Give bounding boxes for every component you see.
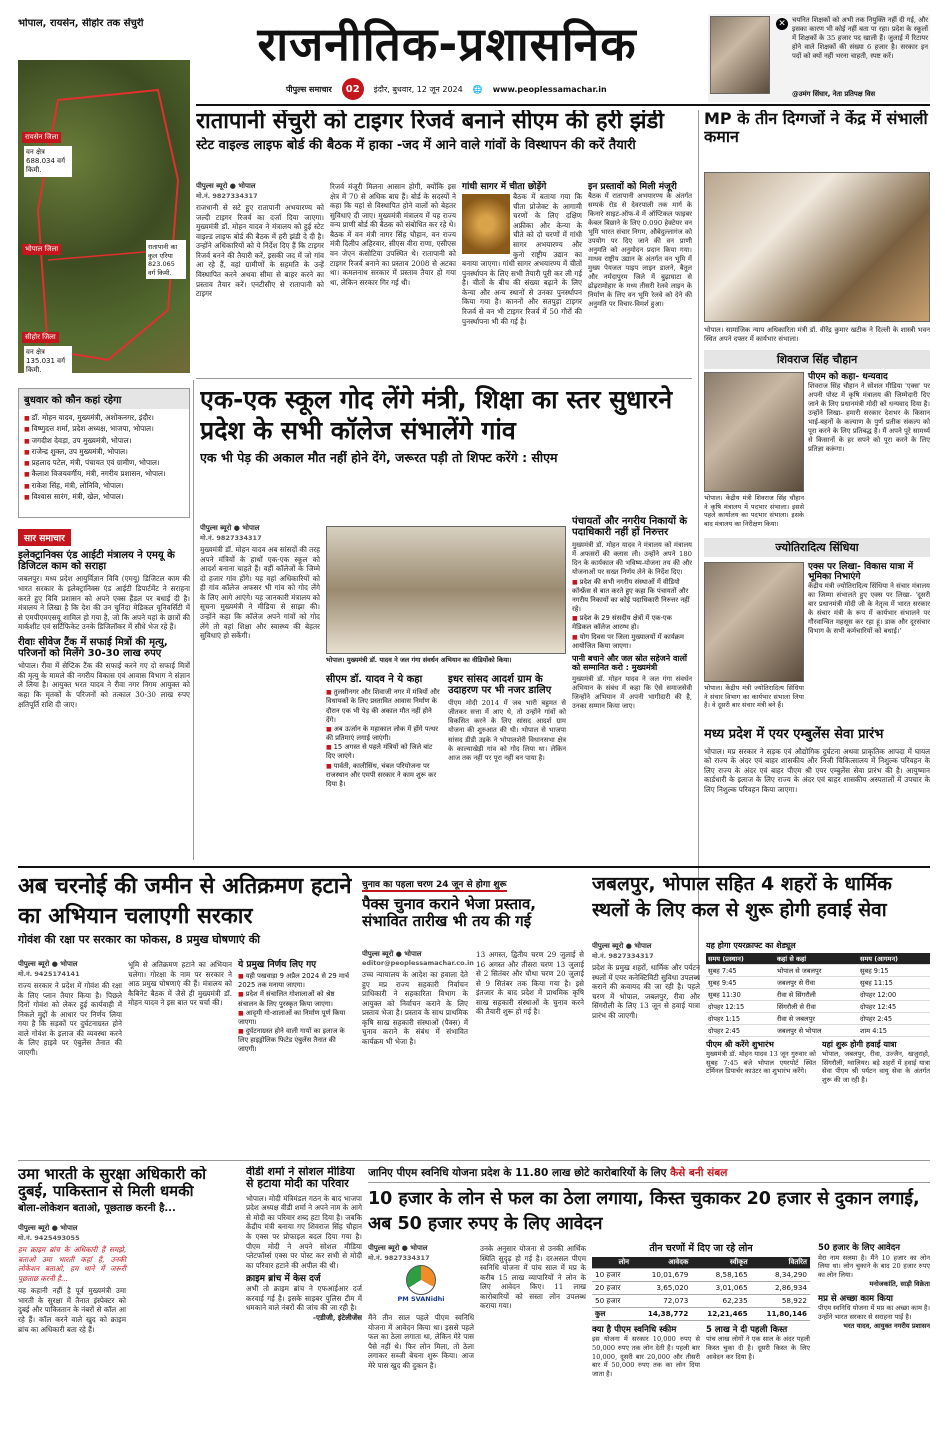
table-cell: सुबह 11:30: [706, 988, 775, 1000]
table-cell: 11,80,146: [751, 1307, 810, 1320]
mp-leaders-box: [704, 110, 930, 980]
trips-head: यहां शुरू होगी हवाई यात्रा: [822, 1039, 897, 1049]
section-title: राजनीतिक-प्रशासनिक: [257, 17, 637, 71]
map-boundary: [18, 60, 190, 373]
table-cell: दोपहर 12:45: [858, 1000, 930, 1012]
trips-body: भोपाल, जबलपुर, रीवा, उज्जैन, खजुराहो, सिंगरौली, ग्वालियर। बड़े शहरों में हवाई यात्रा सेवा पीएम श्री पर्यटन वायु सेवा के अंतर्गत शुरू की जा रही है।: [822, 1049, 930, 1085]
map-title: भोपाल, रायसेन, सीहोर तक सेंचुरी: [18, 18, 144, 29]
table-row: [706, 976, 930, 988]
panchayat-head: पंचायतों और नगरीय निकायों के पदाधिकारी नहीं हों निरुत्तर: [572, 516, 688, 539]
table-cell: दोपहर 1:15: [706, 1012, 775, 1024]
loan-table-box: [592, 1244, 810, 1379]
school-col1: [200, 524, 320, 641]
list-item: ■ प्रदेश की सभी नगरीय संस्थाओं में वीडियो कॉन्फ्रेंस से बात करते हुए कहा कि पंचायतों और नगरीय निकायों का कोई पदाधिकारी निरुत्तर नहीं रहे।: [572, 578, 692, 615]
pacs-headline: पैक्स चुनाव कराने भेजा प्रस्ताव, संभावित तारीख भी तय की गई: [362, 895, 536, 930]
threat-byline: पीपुल्स ब्यूरो ● भोपाल: [18, 1224, 78, 1232]
ministers-photo: [704, 172, 930, 322]
svanidhi-body-2: उनके अनुसार योजना से उनकी आर्थिक स्थिति सुदृढ़ हो गई है। दरअसल पीएम स्वनिधि योजना में पांच साल में मप्र के करीब 15 लाख व्यापारियों ने लोन के लिए आवेदन किए। 11 लाख कारोबारियों को सस्ता लोन उपलब्ध कराया गया।: [480, 1244, 586, 1311]
water-head: पानी बचाने और जल स्रोत सहेजने वालों को सम्मानित करो : मुख्यमंत्री: [572, 653, 687, 672]
lead-subhead: स्टेट वाइल्ड लाइफ बोर्ड की बैठक में हाका -जद में आने वाले गांवों के विस्थापन की करें तैयारी: [196, 137, 636, 153]
lead-headline: रातापानी सेंचुरी को टाइगर रिजर्व बनाने सीएम की हरी झंडी: [196, 110, 664, 134]
svanidhi-headline: 10 हजार के लोन से फल का ठेला लगाया, किस्त चुकाकर 20 हजार से दुकान लगाई, अब 50 हजार रुपए के लिए आवेदन: [368, 1189, 920, 1234]
divider: [196, 378, 692, 379]
lead-body-2: रिजर्व मंजूरी मिलना आसान होगी, क्योंकि इस क्षेत्र में 70 से अधिक बाघ हैं। बोर्ड के सदस्यों ने कहा कि यहां से विस्थापित होने वालों को बेहतर सुविधाएं दी जाए। मुख्यमंत्री मंत्रालय में यह राज्य वन्य प्राणी बोर्ड की बैठक को संबोधित कर रहे थे। बैठक में वन मंत्री नागर सिंह चौहान, वन राज्य मंत्री दिलीप अहिरवार, सीएस वीरा राणा, एसीएस वन जेएन कंसोटिया उपस्थित थे। रातापानी को टाइगर रिजर्व बनाने का प्रस्ताव 2008 से अटका था। कमलनाथ सरकार में प्रस्ताव तैयार हो गया था, लेकिन सरकार गिर गई थी।: [330, 182, 456, 287]
scheme-boxes: [592, 1326, 810, 1379]
table-row: [706, 1012, 930, 1024]
table-row: [592, 1268, 810, 1281]
list-item: ■ राजेन्द्र शुक्ल, उप मुख्यमंत्री, भोपाल।: [24, 446, 184, 457]
pacs-tag: चुनाव का पहला चरण 24 जून से होगा शुरू: [362, 877, 507, 892]
top-quote: [708, 14, 930, 102]
flights-mobile: मो.नं. 9827334317: [592, 952, 654, 960]
water-body: मुख्यमंत्री डॉ. मोहन यादव ने जल गंगा संवर्धन अभियान के संबंध में कहा कि ऐसे समाजसेवी जिन्होंने अभियान में अपनी भागीदारी की है, उनका सम्मान किया जाए।: [572, 674, 692, 710]
flights-headline: जबलपुर, भोपाल सहित 4 शहरों के धार्मिक स्थलों के लिए कल से शुरू होगी हवाई सेवा: [592, 873, 892, 921]
threat-quote: हम क्राइम ब्रांच के अधिकारी हैं समझे, बताओ उमा भारती कहां है, उनकी लोकेशन बताओ, हम थाने में जरूरी पूछताछ करनी है...: [18, 1245, 126, 1283]
svanidhi-story: [368, 1166, 930, 1436]
table-row: [592, 1281, 810, 1294]
flights-story: [592, 872, 930, 1154]
table-cell: रीवा से सिंगरौली: [775, 988, 858, 1000]
table-cell: रीवा से जबलपुर: [775, 1012, 858, 1024]
panchayat-box: [572, 516, 692, 711]
decisions-list: [238, 972, 352, 1055]
list-item: ■ प्रहलाद पटेल, मंत्री, पंचायत एवं ग्रामीण, भोपाल।: [24, 457, 184, 468]
list-item: ■ आदृमी गो-शालाओं का निर्माण पूर्ण किया जाएगा।: [238, 1009, 352, 1027]
scheme-head: क्या है पीएम स्वनिधि स्कीम: [592, 1324, 677, 1335]
mp-caption: भोपाल। सामाजिक न्याय अधिकारिता मंत्री डॉ. वीरेंद्र कुमार खटीक ने दिल्ली के शास्त्री भवन स्थित अपने दफ्तर में कार्यभार संभाला।: [704, 326, 930, 344]
table-cell: शाम 4:15: [858, 1024, 930, 1036]
list-item: ■ 15 अगस्त से पहले मंत्रियों को जिले बांट दिए जाएंगे।: [326, 743, 442, 761]
meeting-caption: भोपाल। मुख्यमंत्री डॉ. यादव ने जल गंगा संवर्धन अभियान का वीडियोंको किया।: [326, 656, 512, 664]
panchayat-body: मुख्यमंत्री डॉ. मोहन यादव ने मंत्रालय को मंत्रालय में अफसरों की क्लास ली। उन्होंने अपने 180 दिन के कार्यकाल की भविष्य-योजना तय की और योजनाओं पर सख्त निर्णय लेने के निर्देश दिए।: [572, 541, 692, 577]
table-cell: 8,34,290: [751, 1268, 810, 1281]
shivraj-text: [808, 372, 930, 454]
approvals-body: बैठक में रातापानी अभयारण्य के अंतर्गत सम्पर्क रोड से देवरपाली तक मार्ग के किनारे साइट-ऑफ-वे में ऑप्टिकल फाइबर केबल बिछाने के लिए 0.090 हेक्टेयर वन भूमि भारत संचार निगम, औबेदुल्लागंज को उपयोग पर दिए जाने की वन प्राणी अनुमति को अनुमोदन प्रदान किया गया। माधव राष्ट्रीय उद्यान के अंतर्गत वन भूमि में मुख्य पेयजल पाइप लाइन डालने, बैतूल और नर्मदापुरम जिले में बुढ़ाघाटा से ढोढ़रामोहार के मध्य तीसरी रेलवे लाइन के निर्माण के लिए वन भूमि रेलवे को देने की अनुमति पर विचार-विमर्श हुआ।: [588, 192, 692, 309]
map-label: रायसेन जिला: [22, 132, 61, 143]
schedule-table: [706, 953, 930, 1037]
encroach-mobile: मो.नं. 9425174141: [18, 970, 80, 978]
masthead: [196, 14, 698, 100]
adarsh-head: इधर सांसद आदर्श ग्राम के उदाहरण पर भी नजर डालिए: [448, 674, 552, 697]
shivraj-name: शिवराज सिंह चौहान: [704, 350, 930, 369]
schedule-title: यह होगा एयरक्राफ्ट का शेड्यूल: [706, 941, 796, 950]
table-cell: कुल: [592, 1307, 632, 1320]
scindia-text: [808, 562, 930, 636]
first-head: 5 लाख ने दी पहली किस्त: [706, 1324, 788, 1335]
encroach-col1: [18, 960, 122, 1058]
threat-story: [18, 1166, 240, 1436]
list-item: ■ योग दिवस पर जिला मुख्यालयों में कार्यक्रम आयोजित किया जाएगा।: [572, 633, 692, 651]
list-item: ■ जगदीश देवड़ा, उप मुख्यमंत्री, भोपाल।: [24, 435, 184, 446]
list-item: ■ विश्वास सारंग, मंत्री, खेल, भोपाल।: [24, 491, 184, 502]
loan-table-title: तीन चरणों में दिए जा रहे लोन: [649, 1243, 753, 1254]
scindia-caption: भोपाल। केंद्रीय मंत्री ज्योतिरादित्य सिंधिया ने संचार विभाग का कार्यभार संभाला लिया है। वे दूसरी बार संचार मंत्री बने हैं।: [704, 684, 804, 710]
table-cell: दोपहर 12:15: [706, 1000, 775, 1012]
website-link[interactable]: www.peoplessamachar.in: [492, 84, 607, 94]
list-item: ■ कैलाश विजयवर्गीय, मंत्री, नगरीय प्रशासन, भोपाल।: [24, 468, 184, 479]
quote-text: चयनित शिक्षकों को अभी तक नियुक्ति नहीं दी गई, और इसका कारण भी कोई नहीं बता पा रहा। प्रदेश के स्कूलों में शिक्षकों के 35 हजार पद खाली हैं। जुलाई में रिटायर होने वाले शिक्षकों की संख्या 6 हजार है। सरकार इन पदों को क्यों नहीं भरना चाहती, स्पष्ट करें।: [792, 16, 928, 61]
table-cell: 14,38,772: [632, 1307, 691, 1320]
adarsh-body: पीएम मोदी 2014 में जब भारी बहुमत से जीतकर सत्ता में आए थे, तो उन्होंने गांवों को विकसित करने के लिए सांसद आदर्श ग्राम योजना की शुरुआत की थी। भोपाल से भाजपा सांसद डीडी उइके ने भोपालशेरी विधानसभा क्षेत्र के काल्याखेड़ी गांव को गोद लिया था। लेकिन आज तक नहीं पर पूरा नहीं बन पाया है।: [448, 699, 566, 762]
social-story: [246, 1166, 362, 1436]
mp-work-body: पीएम स्वनिधि योजना में मप्र का अच्छा काम है। उन्होंने भारत सरकार से सराहना पाई है।: [818, 1304, 930, 1321]
scindia-photo: [704, 562, 804, 682]
threat-headline: उमा भारती के सुरक्षा अधिकारी को दुबई, पाकिस्तान से मिली धमकी: [18, 1166, 207, 1200]
start-body: मुख्यमंत्री डॉ. मोहन यादव 13 जून गुरुवार को सुबह 7:45 बजे भोपाल एयरपोर्ट स्थित टर्मिनल डिपार्चर काउंटर का शुभारंभ करेंगे।: [706, 1049, 816, 1076]
pacs-story: [362, 872, 584, 1154]
shivraj-head: पीएम को कहा- धन्यवाद: [808, 372, 888, 382]
map-label: वन क्षेत्र 688.034 वर्ग किमी.: [24, 146, 72, 177]
mp-headline: [704, 110, 930, 146]
first-installment-box: [706, 1326, 810, 1379]
table-cell: 72,073: [632, 1294, 691, 1307]
svanidhi-body-1: मैंने तीन साल पहले पीएम स्वनिधि योजना में आवेदन किया था। इससे पहले फल का ठेला लगाता था, लेकिन मेरे पास पैसे नहीं थे। फिर लोन मिला, तो ठेला लगाकर सब्जी बेचना शुरू किया। आज मेरे पास खुद की दुकान है।: [368, 1313, 474, 1370]
ambulance-story: [704, 728, 930, 794]
table-cell: 10,01,679: [632, 1268, 691, 1281]
threat-body: यह कहानी नहीं है पूर्व मुख्यमंत्री उमा भारती के सुरक्षा में तैनात इंस्पेक्टर को दुबई और पाकिस्तान के नंबरों से कॉल आ रहे हैं। कॉल करने वाले खुद को क्राइम ब्रांच का अधिकारी बता रहे हैं।: [18, 1286, 126, 1334]
school-story: [200, 384, 692, 864]
start-box: [706, 1041, 816, 1085]
table-cell: सुबह 9:45: [706, 976, 775, 988]
meeting-photo: [326, 526, 566, 654]
flights-body: प्रदेश के प्रमुख शहरों, धार्मिक और पर्यटन स्थलों में एयर कनेक्टिविटी सुविधा उपलब्ध कराने की कवायद की जा रही है। पहले चरण में भोपाल, जबलपुर, रीवा और सिंगरौली के लिए 13 जून से हवाई यात्रा प्रारंभ की जाएगी।: [592, 963, 700, 1020]
threat-col1: [18, 1224, 126, 1334]
shivraj-caption: भोपाल। केंद्रीय मंत्री शिवराज सिंह चौहान ने कृषि मंत्रालय में पदभार संभाला। इससे पहले कार्यालय का पदभार संभाला। इसके बाद मंत्रालय का निरीक्षण किया।: [704, 494, 804, 528]
pacs-byline: पीपुल्स ब्यूरो ● भोपाल: [362, 950, 422, 958]
brief-body-2: भोपाल। रीवा में सेप्टिक टैंक की सफाई करने गए दो सफाई मित्रों की मृत्यु के मामले की नगरीय विकास एवं आवास विभाग ने संज्ञान ले लिया है। आयुक्त भरत यादव ने रीवा नगर निगम आयुक्त को कहा कि मृतकों के परिजनों को तत्काल 30-30 लाख रुपए क्षतिपूर्ति राशि दी जाए।: [18, 661, 190, 709]
table-header: समय (प्रस्थान): [706, 953, 775, 965]
adarsh-box: [448, 674, 566, 763]
scheme-box: [592, 1326, 700, 1379]
svanidhi-banner-red: कैसे बनी संबल: [670, 1167, 728, 1179]
crime-body: अभी तो क्राइम ब्रांच ने एफआईआर दर्ज करवाई गई है। इसके साइबर पुलिस टीम में धमकाने वाले नंबरों की जांच की जा रही है।: [246, 1284, 362, 1313]
list-item: ■ पार्वती, कालीसिंध, चंबल परियोजना पर राजस्थान और एमपी सरकार ने काम शुरू कर दिया है।: [326, 762, 442, 790]
list-item: ■ तुलसीनगर और शिवाजी नगर में मंत्रियों और विधायकों के लिए प्रस्तावित आवास निर्माण के दौरान एक भी पेड़ की अकाल मौत नहीं होने देंगे।: [326, 688, 442, 725]
table-cell: 2,86,934: [751, 1281, 810, 1294]
table-header-row: [592, 1257, 810, 1269]
threat-subhead: बोला-लोकेशन बताओ, पूछताछ करनी है...: [18, 1202, 176, 1214]
table-cell: 3,65,020: [632, 1281, 691, 1294]
wednesday-box: [18, 388, 190, 518]
table-cell: 62,235: [691, 1294, 750, 1307]
ambulance-body: भोपाल। मप्र सरकार ने सड़क एवं औद्योगिक दुर्घटना अथवा प्राकृतिक आपदा में घायल को राज्य के अंदर एवं बाहर शासकीय और निजी चिकित्सालय में निशुल्क परिवहन के लिए राज्य के अंदर एवं बाहर पीएम श्री एयर एम्बुलेंस सेवा प्रारंभ की है। आयुष्मान कार्डधारी के इलाज के लिए राज्य के अंदर एवं बाहर शासकीय अस्पतालों में उपचार के लिए निशुल्क परिवहन किया जाएगा।: [704, 746, 930, 794]
encroach-body-1: राज्य सरकार ने प्रदेश में गोवंश की रक्षा के लिए प्लान तैयार किया है। पिछले दिनों गोवंश को लेकर हुई कार्यवाही में निकले मुद्दों के आधार पर निर्णय लिया गया है कि सड़कों पर दुर्घटनाग्रस्त होने वाले गोवंश के इलाज की व्यवस्था करने के लिए हाइवे पर एंबुलेंस तैनात की जाएगी।: [18, 981, 122, 1058]
table-cell: 20 हजार: [592, 1281, 632, 1294]
threat-mobile: मो.नं. 9425493055: [18, 1234, 80, 1242]
table-header: समय (आगमन): [858, 953, 930, 965]
brief-head-1: इलेक्ट्रानिक्स एंड आईटी मंत्रालय ने एमयू के डिजिटल काम को सराहा: [18, 550, 175, 573]
flights-subboxes: [706, 1041, 930, 1085]
pacs-body-1: उच्च न्यायालय के आदेश का हवाला देते हुए मप्र राज्य सहकारी निर्वाचन प्राधिकारी ने सहकारिता विभाग के आयुक्त को निर्वाचन कराने के लिए प्रस्ताव भेजा है। प्रस्ताव के साथ प्राथमिक कृषि साख सहकारी संस्थाओं (पैक्स) में चुनाव कराने के संबंध में संभावित कार्यक्रम भी भेजा है।: [362, 970, 468, 1047]
ambulance-headline: मध्य प्रदेश में एयर एम्बुलेंस सेवा प्रारंभ: [704, 727, 884, 742]
brief-news: [18, 526, 190, 856]
lead-col2: [330, 182, 456, 287]
svanidhi-banner: [368, 1166, 930, 1183]
lead-col1: [196, 182, 324, 299]
flights-col1: [592, 942, 700, 1020]
lead-body-1: राजधानी से सटे हुए रातापानी अभयारण्य को जल्दी टाइगर रिजर्व का दर्जा दिया जाएगा। मुख्यमंत्री डॉ. मोहन यादव ने मंत्रालय को हुई स्टेट वाइल्ड लाइफ बोर्ड की बैठक में हरी झंडी दे दी है। उन्होंने अधिकारियों को ये निर्देश दिए हैं कि टाइगर रिजर्व बनने की तैयारी करें, इसकी जद में जो गांव आ रहे हैं, वहां ग्रामीणों के सहमति के उन्हें विस्थापित करने अथवा सीमा से बाहर करने का प्रस्ताव तैयार करें। एनटीसीए से रातापानी को टाइगर: [196, 203, 324, 299]
lead-mobile: मो.नं. 9827334317: [196, 192, 258, 200]
table-cell: दोपहर 12:00: [858, 988, 930, 1000]
table-cell: सुबह 11:15: [858, 976, 930, 988]
quote-attribution: @उमंग सिंघार, नेता प्रतिपक्ष विस: [792, 90, 876, 98]
brief-head-2: रीवाः सीवेज टैंक में सफाई मित्रों की मृत्यु, परिजनों को मिलेंगे 30-30 लाख रुपए: [18, 636, 168, 660]
social-headline: वीडी शर्मा ने सोशल मीडिया से हटाया मोदी का परिवार: [246, 1166, 355, 1191]
scindia-body: केंद्रीय मंत्री ज्योतिरादित्य सिंधिया ने संचार मंत्रालय का जिम्मा संभालते हुए एक्स पर लिखा- 'दूसरी बार प्रधानमंत्री मोदी जी के नेतृत्व में भारत सरकार के संचार मंत्री के रूप में कार्यभार संभालने पर गौरवान्वित महसूस कर रहा हूं। डाक और दूरसंचार विभाग के सभी कर्मचारियों को बधाई।': [808, 582, 930, 636]
flights-byline: पीपुल्स ब्यूरो ● भोपाल: [592, 942, 652, 950]
shivraj-photo: [704, 372, 804, 492]
social-body: भोपाल। मोदी मंत्रिमंडल गठन के बाद भाजपा प्रदेश अध्यक्ष वीडी शर्मा ने अपने नाम के आगे से मोदी का परिवार शब्द हटा दिया है। जबकि केंद्रीय मंत्री बनाया गए शिवराज सिंह चौहान के एक्स पर प्रोफाइल बदल दिया गया है। पीएम मोदी ने अपने सोशल मीडिया प्लेटफॉर्म्स एक्स पर पोस्ट कर सभी से मोदी का परिवार हटाने की अपील की थी।: [246, 1193, 362, 1270]
fifty-head: 50 हजार के लिए आवेदन: [818, 1243, 901, 1253]
table-cell: सिंगरौली से रीवा: [775, 1000, 858, 1012]
x-icon: ✕: [776, 18, 788, 30]
encroach-subhead: गोवंश की रक्षा पर सरकार का फोकस, 8 प्रमुख घोषणाएं की: [18, 933, 261, 947]
mp-headline-text: MP के तीन दिग्गजों ने केंद्र में संभाली कमान: [704, 110, 928, 146]
map-label: सीहोर जिला: [22, 332, 59, 343]
table-cell: 58,922: [751, 1294, 810, 1307]
table-cell: 50 हजार: [592, 1294, 632, 1307]
table-header: कहां से कहां: [775, 953, 858, 965]
table-cell: दोपहर 2:45: [858, 1012, 930, 1024]
school-subhead: एक भी पेड़ की अकाल मौत नहीं होने देंगे, जरूरत पड़ी तो शिफ्ट करेंगे : सीएम: [200, 449, 558, 465]
shivraj-body: शिवराज सिंह चौहान ने सोशल मीडिया 'एक्स' पर अपनी पोस्ट में कृषि मंत्रालय की जिम्मेदारी दिए जाने के लिए प्रधानमंत्री मोदी को धन्यवाद दिया है। उन्होंने लिखा- हमारी सरकार देशभर के किसान भाई-बहनों के कल्याण के पुर्ण प्रतीक संकल्प को पूरा करने के लिए प्रतिबद्ध है। मैं अपने पूरे सामर्थ्य से किसानों के हर सपने को पूरा करने के लिए प्रतिज्ञा करूंगा।: [808, 382, 930, 454]
scindia-head: एक्स पर लिखा- विकास यात्रा में भूमिका निभाएंगे: [808, 562, 914, 583]
logo-text: PM SVANidhi: [397, 1295, 445, 1303]
lead-byline: पीपुल्स ब्यूरो ● भोपाल: [196, 182, 256, 190]
svanidhi-logo: [391, 1265, 451, 1311]
divider: [18, 866, 930, 868]
cheetah-head: गांधी सागर में चीता छोड़ेंगे: [462, 182, 547, 192]
leader-photo: [710, 16, 770, 94]
start-head: पीएम श्री करेंगे शुभारंभ: [706, 1039, 774, 1049]
svanidhi-side: [818, 1244, 930, 1330]
pacs-col1: [362, 950, 474, 1047]
sanctuary-map: [18, 18, 190, 373]
brief-body-1: जबलपुर। मध्य प्रदेश आयुर्विज्ञान विवि (एमयू) डिजिटल काम की भारत सरकार के इलेक्ट्रानिक्स एंड आईटी डिपार्टमेंट ने सराहना करते हुए विवि प्रशासन को अपने एक्स हैंडल पर बधाई दी है। मंत्रालय ने लिखा है कि देश की उन चुनिंदा मेडिकल यूनिवर्सिटी में से एमपीएमएसयू शामिल हो गया है, जो कि अपने यहां के छात्रों की मार्कशीट एवं सर्टिफिकेट उनके डिजिलॉकर में सीधे भेज रहे हैं।: [18, 574, 190, 632]
map-image: [18, 60, 190, 373]
table-row: [592, 1294, 810, 1307]
masthead-strip: [196, 78, 698, 100]
first-body: पांच लाख लोगों ने एक साल के अंदर पहली किस्त चुका दी है। दूसरी किस्त के लिए आवेदन कर दिया है।: [706, 1335, 810, 1361]
fifty-attribution: मनोजकांति, साड़ी विक्रेता: [869, 1279, 930, 1288]
table-row: [706, 964, 930, 976]
map-label: भोपाल जिला: [22, 244, 61, 255]
table-row: [706, 988, 930, 1000]
brief-label: सार समाचार: [18, 529, 71, 546]
globe-icon: 🌐: [472, 84, 483, 94]
list-item: ■ यही पखवाड़ा 9 अप्रैल 2024 से 29 मार्च 2025 तक मनाया जाएगा।: [238, 972, 352, 990]
scheme-body: इस योजना में सरकार 10,000 रुपए से 50,000 रुपए तक लोन देती है। पहली बार 10,000, दूसरी बार 20,000 और तीसरी बार में 50,000 रुपए तक का लोन दिया जाता है।: [592, 1335, 700, 1379]
table-cell: जबलपुर से भोपाल: [775, 1024, 858, 1036]
table-header: स्वीकृत: [691, 1257, 750, 1269]
fifty-body: मेरा नाम सलमा है। मैंने 10 हजार का लोन लिया था। लोन चुकाने के बाद 20 हजार रुपए का लोन लिया।: [818, 1253, 930, 1280]
svanidhi-byline: पीपुल्स ब्यूरो ● भोपाल: [368, 1244, 428, 1252]
encroach-body-2: भूमि से अतिक्रमण हटाने का अभियान चलेगा। गोरक्षा के नाम पर सरकार ने आठ प्रमुख घोषणाएं की हैं। मंत्रालय को कैबिनेट बैठक में जैसे ही मुख्यमंत्री डॉ. मोहन यादव ने इस बात पर चर्चा की।: [128, 960, 232, 1008]
paper-name: पीपुल्स समाचार: [286, 84, 332, 94]
table-cell: 10 हजार: [592, 1268, 632, 1281]
list-item: ■ दुर्घटनाग्रस्त होने वाली गायों का इलाज के लिए हाइड्रोलिक फिटेड एंबुलेंस तैनात की जाएगी।: [238, 1027, 352, 1055]
table-cell: भोपाल से जबलपुर: [775, 964, 858, 976]
encroach-byline: पीपुल्स ब्यूरो ● भोपाल: [18, 960, 78, 968]
wednesday-list: [19, 409, 189, 505]
lead-story: [196, 110, 692, 372]
table-cell: 12,21,465: [691, 1307, 750, 1320]
table-row: [706, 1000, 930, 1012]
school-byline: पीपुल्स ब्यूरो ● भोपाल: [200, 524, 260, 532]
pacs-body-2: 13 अगस्त, द्वितीय चरण 29 जुलाई से 16 अगस्त और तीसरा चरण 13 जुलाई से 2 सितंबर और चौथा चरण 20 जुलाई से 9 सितंबर तक किया गया है। इसे इंतजार के बाद प्रदेश में प्राथमिक कृषि साख सहकारी संस्थाओं के चुनाव करने की तैयारी शुरू हो गई है।: [476, 950, 584, 1017]
table-cell: सुबह 9:15: [858, 964, 930, 976]
crime-head: क्राइम ब्रांच में केस दर्ज: [246, 1274, 321, 1285]
map-label: रातापानी का कुल एरिया 823.065 वर्ग किमी.: [146, 240, 186, 279]
panchayat-list: [572, 578, 692, 651]
schedule-box: [706, 942, 930, 1085]
rupee-icon: [406, 1265, 436, 1295]
table-cell: 8,58,165: [691, 1268, 750, 1281]
list-item: ■ अब ऊर्जान के महाकाल लोक में होंगे पत्थर की प्रतिमाएं लगाई जाएंगी।: [326, 725, 442, 743]
approvals-head: इन प्रस्तावों को मिली मंजूरी: [588, 182, 677, 192]
dateline: इंदौर, बुधवार, 12 जून 2024: [373, 84, 463, 94]
cm-said-head: सीएम डॉ. यादव ने ये कहा: [326, 674, 423, 685]
encroach-headline: अब चरनोई की जमीन से अतिक्रमण हटाने का अभियान चलाएगी सरकार: [18, 874, 352, 929]
cheetah-body: बैठक में बताया गया कि चीता प्रोजेक्ट के आगामी चरणों के लिए दक्षिण अफ्रीका और केन्या के चीते को दो चरणों में गांधी सागर अभयारण्य और कुनो राष्ट्रीय उद्यान का बनाया जाएगा। गांधी सागर अभयारण्य में चीतों पुनर्स्थापन के लिए सभी तैयारी पूरी कर ली गई है। चीतों के बीच की संख्या बढ़ाने के लिए केन्या और अन्य स्थानों से उनका पुनर्स्थापन किया गया है। काननों और सतपुड़ा टाइगर रिजर्व से वन भी टाइगर रिजर्व में 50 गौरों की पुनर्स्थापना भी की गई है।: [462, 192, 582, 326]
school-headline: एक-एक स्कूल गोद लेंगे मंत्री, शिक्षा का स्तर सुधारने प्रदेश के सभी कॉलेज संभालेंगे गांव: [200, 385, 673, 446]
svanidhi-mobile: मो.नं. 9827334317: [368, 1254, 430, 1262]
trips-box: [822, 1041, 930, 1085]
encroach-story: [18, 872, 352, 1154]
table-cell: जबलपुर से रीवा: [775, 976, 858, 988]
svanidhi-col1: [368, 1244, 474, 1370]
svanidhi-banner-text: जानिए पीएम स्वनिधि योजना प्रदेश के 11.80 लाख छोटे कारोबारियों के लिए: [368, 1167, 667, 1179]
table-header: आवेदक: [632, 1257, 691, 1269]
divider: [196, 104, 930, 106]
school-body-1: मुख्यमंत्री डॉ. मोहन यादव अब सांसदों की तरह अपने मंत्रियों के हाथों एक-एक स्कूल को आदर्श बनाना चाहते हैं। वहीं कॉलेजों के जिम्मे दो हजार गांव होंगे। यह वहां अधिकारियों को ही गांव कॉलेज अफसर भी गांव को गोद लेंगे के लिए आगे आएंगे। यह जानकारी मंत्रालय को सूचना मुख्यमंत्री ने मीडिया से साझा की। उन्होंने कहा कि कॉलेज अपने गांवों को गोद लेंगे तो वहां शिक्षा और स्वास्थ्य की बेहतर सुविधाएं हो सकेंगी।: [200, 545, 320, 641]
table-header: लोन: [592, 1257, 632, 1269]
table-row: [592, 1307, 810, 1320]
mp-work-attribution: भरत यादव, आयुक्त नगरीय प्रशासन: [843, 1321, 930, 1330]
pacs-email: editor@peoplessamachar.co.in: [362, 959, 474, 967]
cm-said-box: [326, 674, 442, 789]
list-item: ■ प्रदेश में संचालित गोशालाओं को श्रेष्ठ संचालन के लिए पुरस्कृत किया जाएगा।: [238, 990, 352, 1008]
table-header-row: [706, 953, 930, 965]
school-mobile: मो.नं. 9827334317: [200, 534, 262, 542]
divider: [18, 1160, 930, 1161]
cm-said-list: [326, 688, 442, 789]
vertical-divider: [193, 380, 194, 860]
decisions-box: [238, 960, 352, 1055]
scindia-name: ज्योतिरादित्य सिंधिया: [704, 538, 930, 557]
cheetah-box: [462, 182, 582, 326]
loan-table: [592, 1257, 810, 1321]
table-row: [706, 1024, 930, 1036]
approvals-box: [588, 182, 692, 309]
cheetah-photo: [462, 194, 510, 254]
table-cell: सुबह 7:45: [706, 964, 775, 976]
mp-work-head: मप्र से अच्छा काम किया: [818, 1293, 893, 1304]
map-label: वन क्षेत्र 135.031 वर्ग किमी.: [24, 346, 72, 373]
table-header: वितरित: [751, 1257, 810, 1269]
page-number: 02: [342, 78, 364, 100]
table-cell: 3,01,065: [691, 1281, 750, 1294]
crime-attribution: -एडीजी, इंटेलीजेंस: [313, 1313, 362, 1323]
table-cell: दोपहर 2:45: [706, 1024, 775, 1036]
vertical-divider: [698, 110, 699, 980]
wednesday-title: बुधवार को कौन कहां रहेगा: [19, 389, 189, 409]
list-item: ■ डॉ. मोहन यादव, मुख्यमंत्री, अशोकनगर, इंदौर।: [24, 412, 184, 423]
decisions-head: ये प्रमुख निर्णय लिए गए: [238, 960, 317, 970]
list-item: ■ राकेश सिंह, मंत्री, लोनिवि, भोपाल।: [24, 480, 184, 491]
list-item: ■ विष्णुदत्त शर्मा, प्रदेश अध्यक्ष, भाजपा, भोपाल।: [24, 423, 184, 434]
list-item: ■ प्रदेश के 29 संसदीय क्षेत्रों में एक-एक मेडिकल कॉलेज आरम्भ हो।: [572, 614, 692, 632]
